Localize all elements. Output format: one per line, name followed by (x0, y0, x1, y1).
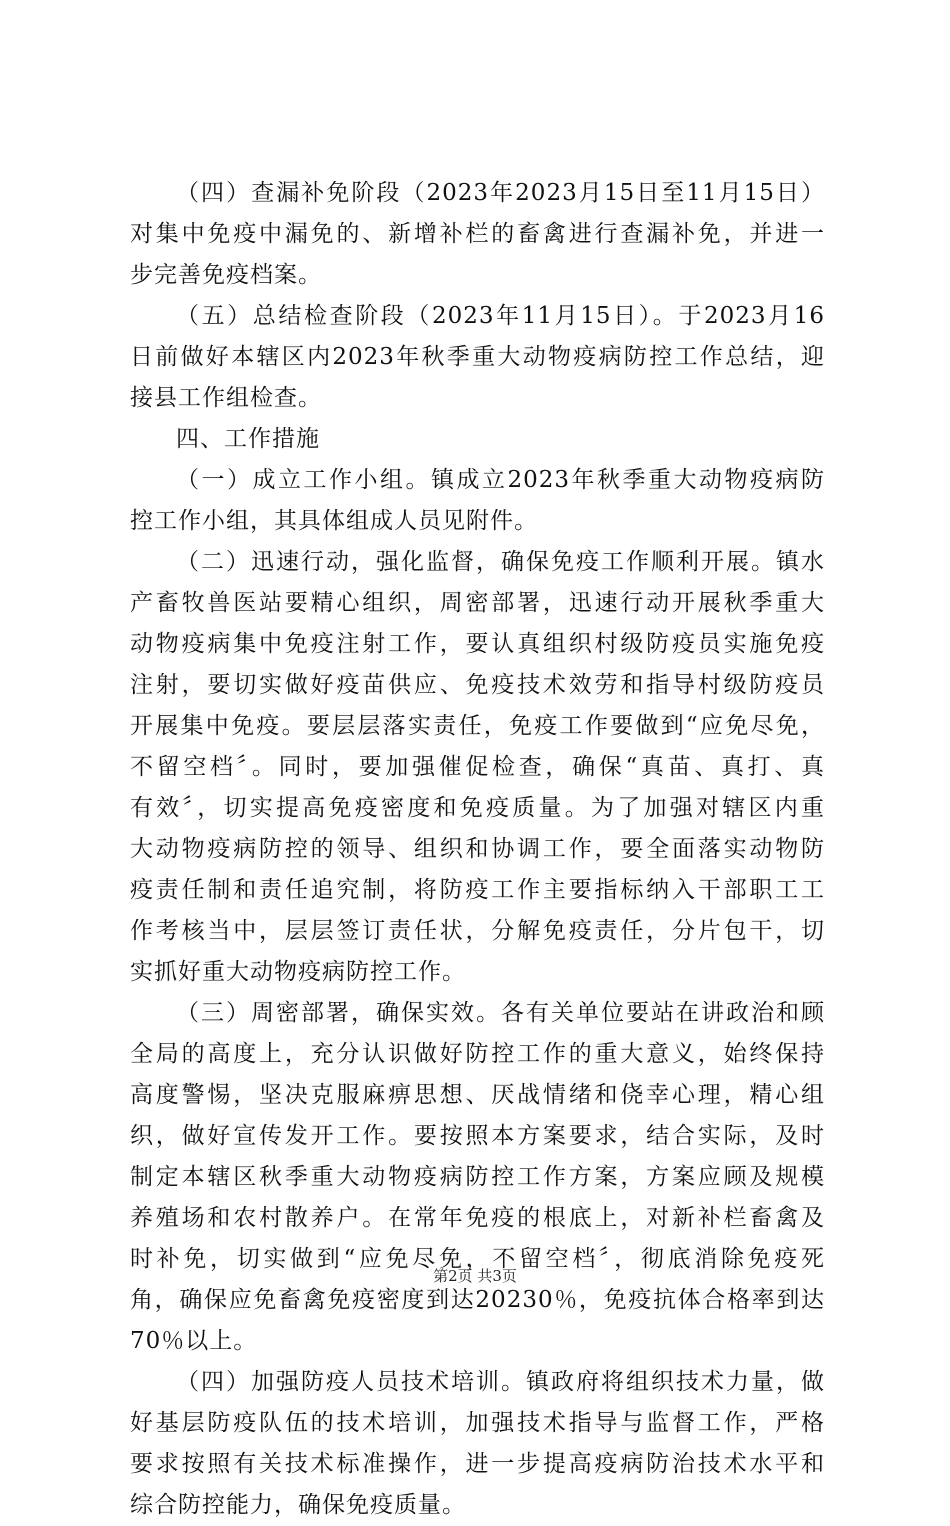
text-line: 好基层防疫队伍的技术培训，加强技术指导与监督工作，严格 (130, 1410, 825, 1436)
text-line: （四）查漏补免阶段（2023年2023月15日至11月15日） (176, 180, 825, 206)
text-line: 步完善免疫档案。 (130, 262, 322, 288)
text-line: 大动物疫病防控的领导、组织和协调工作，要全面落实动物防 (130, 836, 825, 862)
text-line: 70％以上。 (130, 1328, 258, 1354)
text-line: （五）总结检查阶段（2023年11月15日）。于2023月16 (176, 303, 825, 329)
text-line: 养殖场和农村散养户。在常年免疫的根底上，对新补栏畜禽及 (130, 1205, 825, 1231)
section-heading: 四、工作措施 (176, 426, 320, 452)
text-line: 不留空档〞。同时，要加强催促检查，确保“真苗、真打、真 (130, 754, 825, 780)
text-line: 实抓好重大动物疫病防控工作。 (130, 959, 466, 985)
text-line: 疫责任制和责任追究制，将防疫工作主要指标纳入干部职工工 (130, 877, 825, 903)
text-line: 高度警惕，坚决克服麻痹思想、厌战情绪和侥幸心理，精心组 (130, 1082, 825, 1108)
text-line: 控工作小组，其具体组成人员见附件。 (130, 508, 538, 534)
text-line: 作考核当中，层层签订责任状，分解免疫责任，分片包干，切 (130, 918, 825, 944)
section-heading-measures (130, 419, 825, 460)
text-line: 动物疫病集中免疫注射工作，要认真组织村级防疫员实施免疫 (130, 631, 825, 657)
paragraph-measure-four (130, 1362, 825, 1526)
paragraph-measure-two (130, 542, 825, 993)
text-line: 综合防控能力，确保免疫质量。 (130, 1492, 466, 1518)
text-line: 对集中免疫中漏免的、新增补栏的畜禽进行查漏补免，并进一 (130, 221, 825, 247)
paragraph-stage-four (130, 173, 825, 296)
paragraph-measure-three (130, 993, 825, 1362)
text-line: 有效〞，切实提高免疫密度和免疫质量。为了加强对辖区内重 (130, 795, 825, 821)
text-line: 要求按照有关技术标准操作，进一步提高疫病防治技术水平和 (130, 1451, 825, 1477)
text-line: （二）迅速行动，强化监督，确保免疫工作顺利开展。镇水 (176, 549, 825, 575)
text-line: 全局的高度上，充分认识做好防控工作的重大意义，始终保持 (130, 1041, 825, 1067)
paragraph-measure-one (130, 460, 825, 542)
text-line: 产畜牧兽医站要精心组织，周密部署，迅速行动开展秋季重大 (130, 590, 825, 616)
page-number: 第2页 共3页 (433, 1267, 517, 1285)
document-body (130, 173, 825, 1526)
text-line: 角，确保应免畜禽免疫密度到达20230％，免疫抗体合格率到达 (130, 1287, 825, 1313)
page-footer (0, 1266, 950, 1286)
text-line: 时补免，切实做到“应免尽免，不留空档〞，彻底消除免疫死 (130, 1246, 825, 1272)
text-line: 织，做好宣传发开工作。要按照本方案要求，结合实际，及时 (130, 1123, 825, 1149)
text-line: 制定本辖区秋季重大动物疫病防控工作方案，方案应顾及规模 (130, 1164, 825, 1190)
text-line: 日前做好本辖区内2023年秋季重大动物疫病防控工作总结，迎 (130, 344, 825, 370)
text-line: （三）周密部署，确保实效。各有关单位要站在讲政治和顾 (176, 1000, 825, 1026)
text-line: 接县工作组检查。 (130, 385, 322, 411)
paragraph-stage-five (130, 296, 825, 419)
text-line: （四）加强防疫人员技术培训。镇政府将组织技术力量，做 (176, 1369, 825, 1395)
text-line: （一）成立工作小组。镇成立2023年秋季重大动物疫病防 (176, 467, 825, 493)
text-line: 注射，要切实做好疫苗供应、免疫技术效劳和指导村级防疫员 (130, 672, 825, 698)
text-line: 开展集中免疫。要层层落实责任，免疫工作要做到“应免尽免， (130, 713, 825, 739)
